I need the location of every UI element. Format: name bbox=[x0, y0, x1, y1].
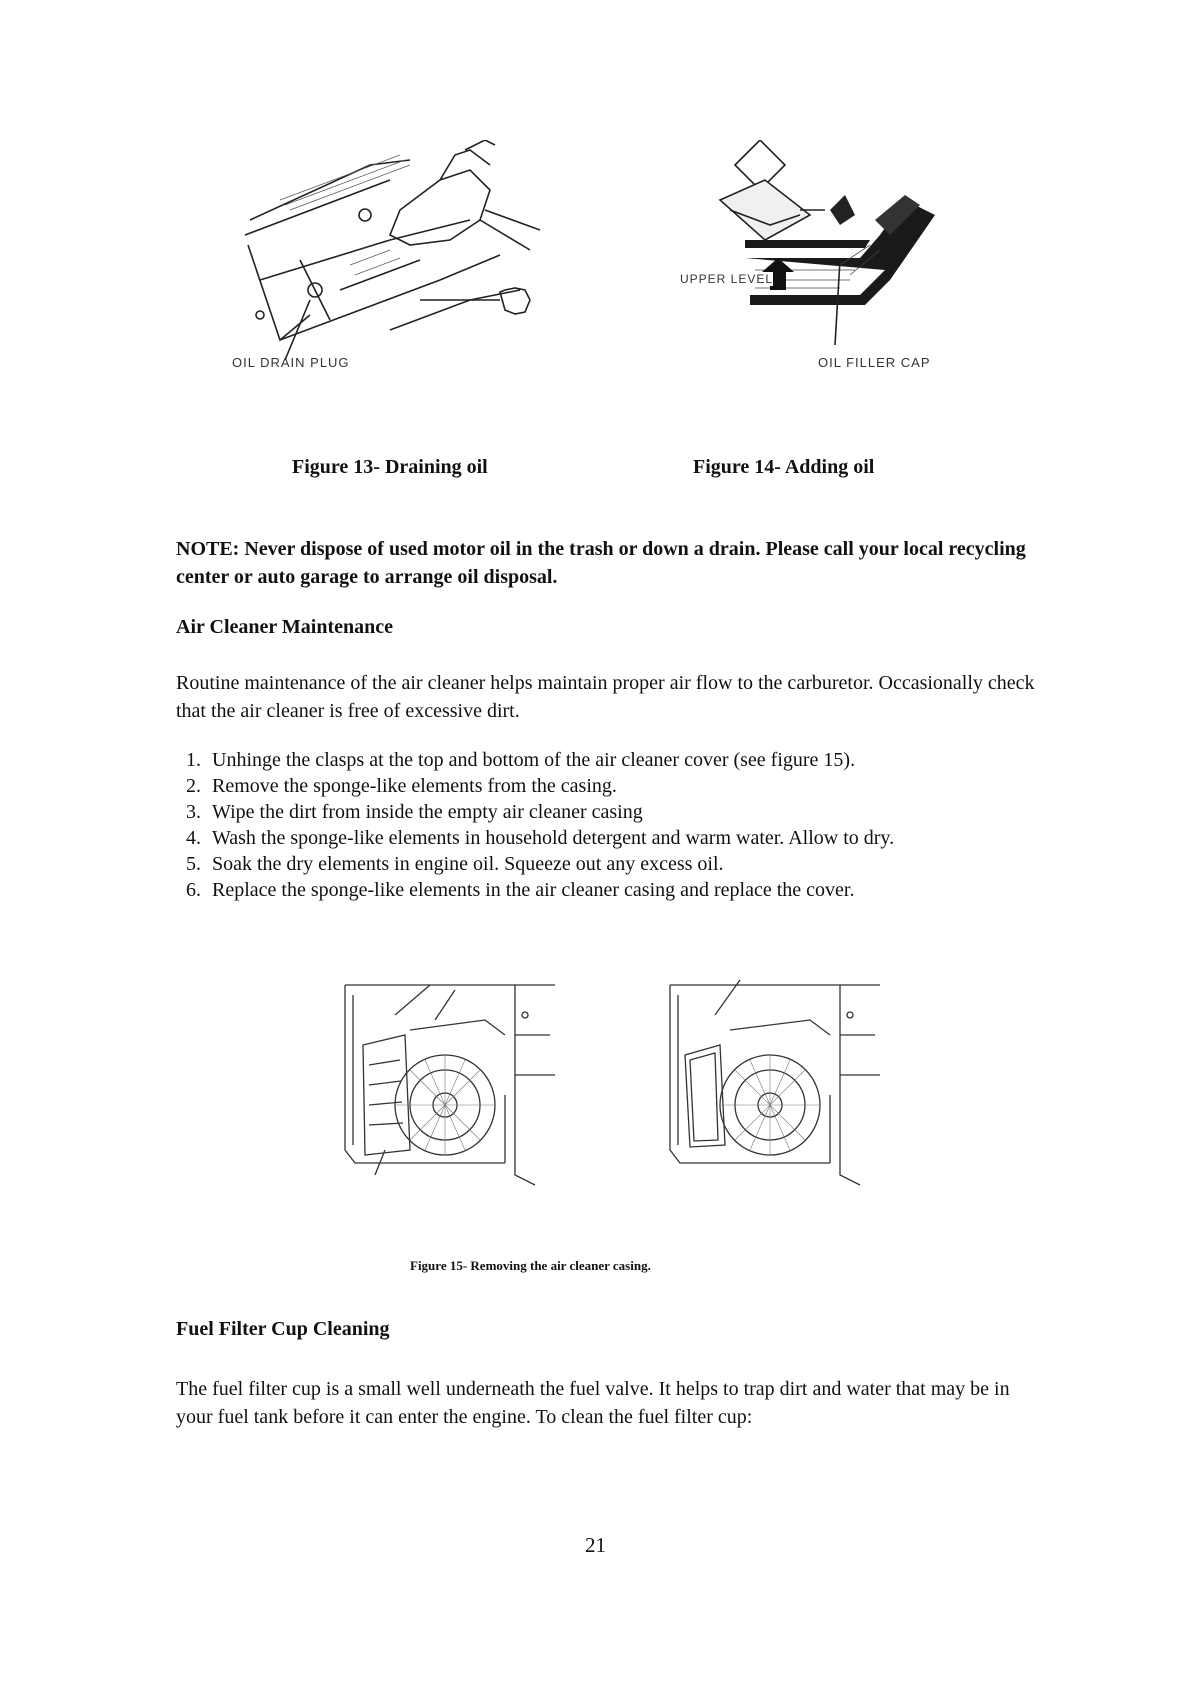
figure-15-air-cleaner-cover-on-illustration bbox=[335, 975, 565, 1190]
fuel-filter-heading: Fuel Filter Cup Cleaning bbox=[176, 1318, 390, 1340]
figure-14-adding-oil-illustration bbox=[680, 140, 990, 380]
step-text: Soak the dry elements in engine oil. Squeeze out any excess oil. bbox=[212, 853, 724, 875]
step-number: 3. bbox=[186, 801, 201, 823]
oil-filler-cap-label: OIL FILLER CAP bbox=[818, 355, 931, 370]
step-number: 1. bbox=[186, 749, 201, 771]
fuel-filter-body: The fuel filter cup is a small well underneath the fuel valve. It helps to trap dirt and water that may be in your fuel tank before it can enter the engine. To clean the fuel filter cup: bbox=[176, 1378, 1010, 1428]
draining-oil-drawing bbox=[240, 140, 570, 380]
step-text: Remove the sponge-like elements from the casing. bbox=[212, 775, 617, 797]
figure-15-caption: Figure 15- Removing the air cleaner casing. bbox=[410, 1258, 651, 1273]
step-number: 4. bbox=[186, 827, 201, 849]
figure-13-caption: Figure 13- Draining oil bbox=[292, 456, 488, 478]
list-item bbox=[176, 877, 1026, 903]
step-text: Unhinge the clasps at the top and bottom of the air cleaner cover (see figure 15). bbox=[212, 749, 856, 771]
air-cleaner-steps-list bbox=[176, 747, 1026, 903]
step-text: Wash the sponge-like elements in household detergent and warm water. Allow to dry. bbox=[212, 827, 895, 849]
figure-14-caption: Figure 14- Adding oil bbox=[693, 456, 875, 478]
step-text: Replace the sponge-like elements in the air cleaner casing and replace the cover. bbox=[212, 879, 855, 901]
step-text: Wipe the dirt from inside the empty air cleaner casing bbox=[212, 801, 643, 823]
page-number: 21 bbox=[585, 1533, 606, 1557]
step-number: 6. bbox=[186, 879, 201, 901]
figure-13-draining-oil-illustration bbox=[232, 140, 570, 380]
adding-oil-drawing bbox=[690, 140, 990, 380]
step-number: 5. bbox=[186, 853, 201, 875]
oil-disposal-note: NOTE: Never dispose of used motor oil in the trash or down a drain. Please call your local recycling center or auto garage to arrange oil disposal. bbox=[176, 538, 1026, 588]
step-number: 2. bbox=[186, 775, 201, 797]
figure-15-air-cleaner-cover-off-illustration bbox=[660, 975, 890, 1190]
list-item bbox=[176, 747, 1026, 773]
list-item bbox=[176, 825, 1026, 851]
list-item bbox=[176, 851, 1026, 877]
list-item bbox=[176, 799, 1026, 825]
air-cleaner-heading: Air Cleaner Maintenance bbox=[176, 616, 394, 638]
list-item bbox=[176, 773, 1026, 799]
generator-with-cover-drawing bbox=[335, 975, 565, 1190]
air-cleaner-intro: Routine maintenance of the air cleaner helps maintain proper air flow to the carburetor. Occasionally check that the air cleaner is free of excessive dirt. bbox=[176, 672, 1035, 722]
generator-without-cover-drawing bbox=[660, 975, 890, 1190]
oil-drain-plug-label: OIL DRAIN PLUG bbox=[232, 355, 350, 370]
upper-level-label: UPPER LEVEL bbox=[680, 272, 774, 286]
